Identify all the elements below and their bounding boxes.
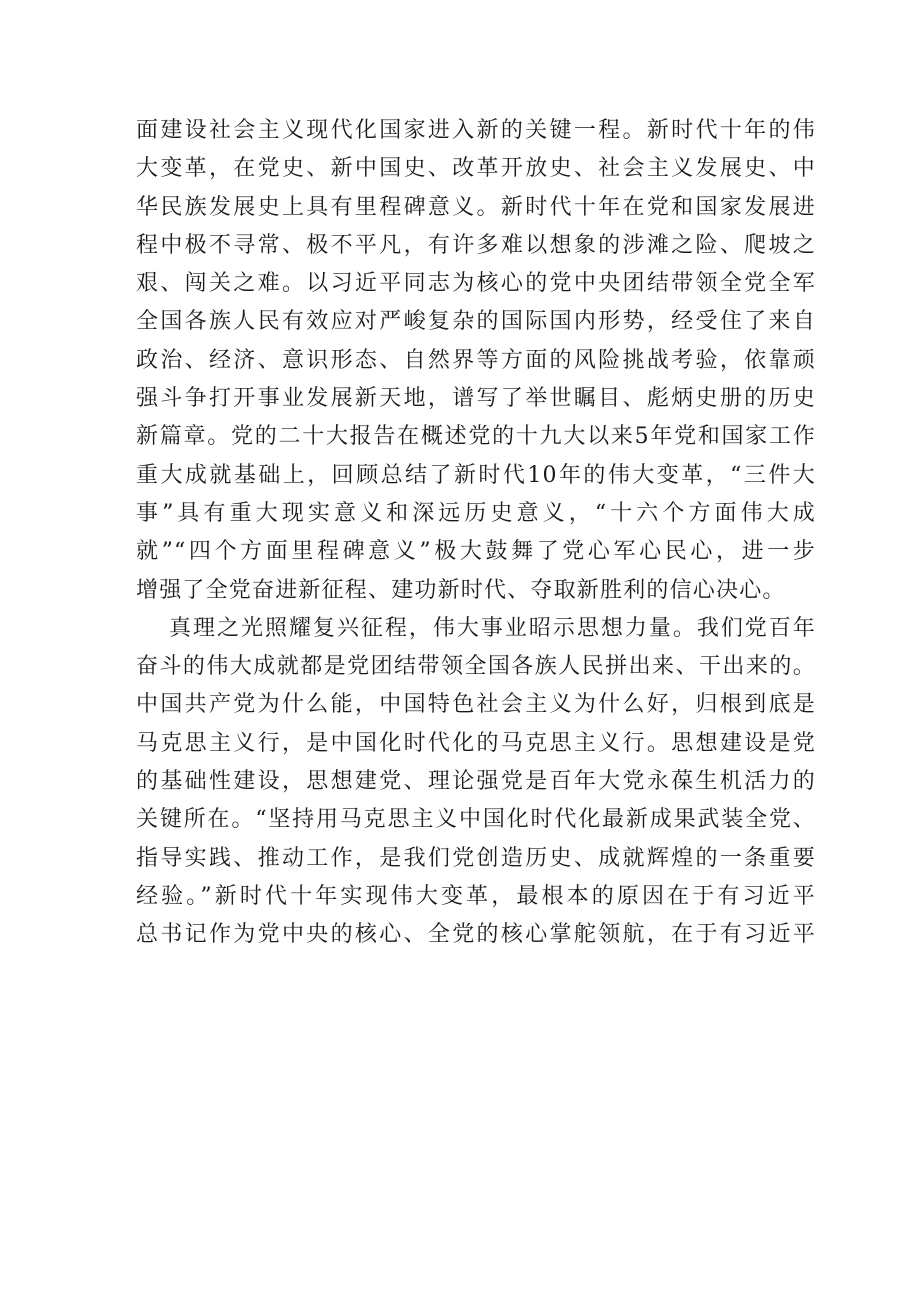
text-line: 重大成就基础上，回顾总结了新时代10年的伟大变革，“三件大 bbox=[136, 462, 816, 488]
text-line: 奋斗的伟大成就都是党团结带领全国各族人民拼出来、干出来的。 bbox=[136, 654, 816, 680]
text-line: 真理之光照耀复兴征程，伟大事业昭示思想力量。我们党百年 bbox=[169, 615, 816, 641]
text-line: 指导实践、推动工作，是我们党创造历史、成就辉煌的一条重要 bbox=[136, 845, 816, 871]
text-line: 经验。”新时代十年实现伟大变革，最根本的原因在于有习近平 bbox=[136, 883, 816, 909]
text-line: 面建设社会主义现代化国家进入新的关键一程。新时代十年的伟 bbox=[136, 118, 816, 143]
text-line: 关键所在。“坚持用马克思主义中国化时代化最新成果武装全党、 bbox=[136, 807, 816, 833]
text-line: 马克思主义行，是中国化时代化的马克思主义行。思想建设是党 bbox=[136, 730, 816, 756]
text-line: 华民族发展史上具有里程碑意义。新时代十年在党和国家发展进 bbox=[136, 194, 816, 220]
text-line: 新篇章。党的二十大报告在概述党的十九大以来5年党和国家工作 bbox=[136, 424, 816, 450]
document-body bbox=[136, 112, 816, 955]
paragraph-1 bbox=[136, 112, 816, 610]
text-line: 中国共产党为什么能，中国特色社会主义为什么好，归根到底是 bbox=[136, 692, 816, 718]
text-line: 总书记作为党中央的核心、全党的核心掌舵领航，在于有习近平 bbox=[136, 922, 816, 948]
text-line: 艰、闯关之难。以习近平同志为核心的党中央团结带领全党全军 bbox=[136, 271, 816, 297]
text-line: 的基础性建设，思想建党、理论强党是百年大党永葆生机活力的 bbox=[136, 769, 816, 795]
text-line: 大变革，在党史、新中国史、改革开放史、社会主义发展史、中 bbox=[136, 156, 816, 182]
text-line: 政治、经济、意识形态、自然界等方面的风险挑战考验，依靠顽 bbox=[136, 347, 816, 373]
text-line: 增强了全党奋进新征程、建功新时代、夺取新胜利的信心决心。 bbox=[136, 577, 786, 603]
text-line: 就”“四个方面里程碑意义”极大鼓舞了党心军心民心，进一步 bbox=[136, 539, 816, 565]
text-line: 程中极不寻常、极不平凡，有许多难以想象的涉滩之险、爬坡之 bbox=[136, 232, 816, 258]
paragraph-2 bbox=[136, 610, 816, 955]
text-line: 全国各族人民有效应对严峻复杂的国际国内形势，经受住了来自 bbox=[136, 309, 816, 335]
text-line: 事”具有重大现实意义和深远历史意义，“十六个方面伟大成 bbox=[136, 500, 816, 526]
text-line: 强斗争打开事业发展新天地，谱写了举世瞩目、彪炳史册的历史 bbox=[136, 386, 816, 412]
